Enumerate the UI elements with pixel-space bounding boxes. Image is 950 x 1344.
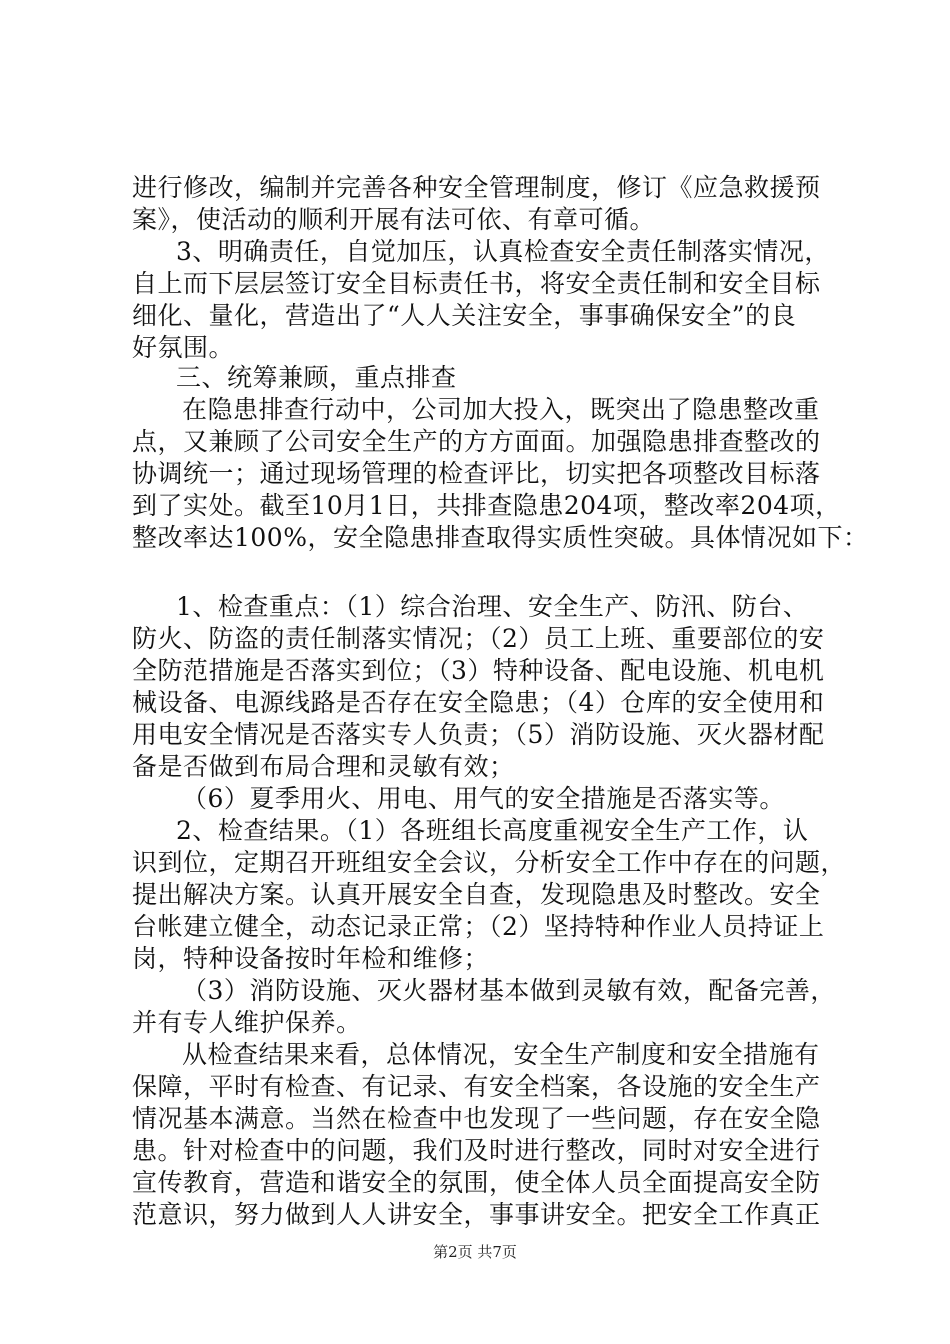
text-line: 用电安全情况是否落实专人负责；（5）消防设施、灭火器材配 [132,720,825,749]
page-number-footer: 第2页 共7页 [433,1243,517,1261]
text-line: 并有专人维护保养。 [132,1008,362,1037]
text-line: 识到位，定期召开班组安全会议，分析安全工作中存在的问题， [132,848,847,877]
text-line: 2、检查结果。（1）各班组长高度重视安全生产工作，认 [176,816,809,845]
text-line: 范意识，努力做到人人讲安全，事事讲安全。把安全工作真正 [132,1200,821,1229]
text-line: 点，又兼顾了公司安全生产的方方面面。加强隐患排查整改的 [132,427,821,456]
text-line: 提出解决方案。认真开展安全自查，发现隐患及时整改。安全 [132,880,821,909]
text-line: 协调统一；通过现场管理的检查评比，切实把各项整改目标落 [132,459,821,488]
text-line: （6）夏季用火、用电、用气的安全措施是否落实等。 [182,784,785,813]
text-line: 岗，特种设备按时年检和维修； [132,944,490,973]
text-line: 宣传教育，营造和谐安全的氛围，使全体人员全面提高安全防 [132,1168,821,1197]
text-line: 台帐建立健全，动态记录正常；（2）坚持特种作业人员持证上 [132,912,825,941]
text-line: 自上而下层层签订安全目标责任书，将安全责任制和安全目标 [132,269,821,298]
text-line: 进行修改，编制并完善各种安全管理制度，修订《应急救援预 [132,173,821,202]
text-line: 3、明确责任，自觉加压，认真检查安全责任制落实情况， [176,237,830,266]
text-line: 好氛围。 [132,333,235,362]
text-line: 全防范措施是否落实到位；（3）特种设备、配电设施、机电机 [132,656,825,685]
text-line: （3）消防设施、灭火器材基本做到灵敏有效，配备完善， [182,976,836,1005]
text-line: 细化、量化，营造出了“人人关注安全，事事确保安全”的良 [132,301,797,330]
text-line: 整改率达100%，安全隐患排查取得实质性突破。具体情况如下： [132,523,869,552]
text-line: 在隐患排查行动中，公司加大投入，既突出了隐患整改重 [182,395,820,424]
text-line: 1、检查重点：（1）综合治理、安全生产、防汛、防台、 [176,592,809,621]
text-line: 保障，平时有检查、有记录、有安全档案，各设施的安全生产 [132,1072,821,1101]
text-line: 到了实处。截至10月1日，共排查隐患204项，整改率204项， [132,491,841,520]
text-line: 防火、防盗的责任制落实情况；（2）员工上班、重要部位的安 [132,624,825,653]
section-heading: 三、统筹兼顾，重点排查 [176,363,457,392]
text-line: 患。针对检查中的问题，我们及时进行整改，同时对安全进行 [132,1136,821,1165]
text-line: 械设备、电源线路是否存在安全隐患；（4）仓库的安全使用和 [132,688,825,717]
text-line: 从检查结果来看，总体情况，安全生产制度和安全措施有 [182,1040,820,1069]
text-line: 案》，使活动的顺利开展有法可依、有章可循。 [132,205,656,234]
text-line: 备是否做到布局合理和灵敏有效； [132,752,515,781]
text-line: 情况基本满意。当然在检查中也发现了一些问题，存在安全隐 [132,1104,821,1133]
